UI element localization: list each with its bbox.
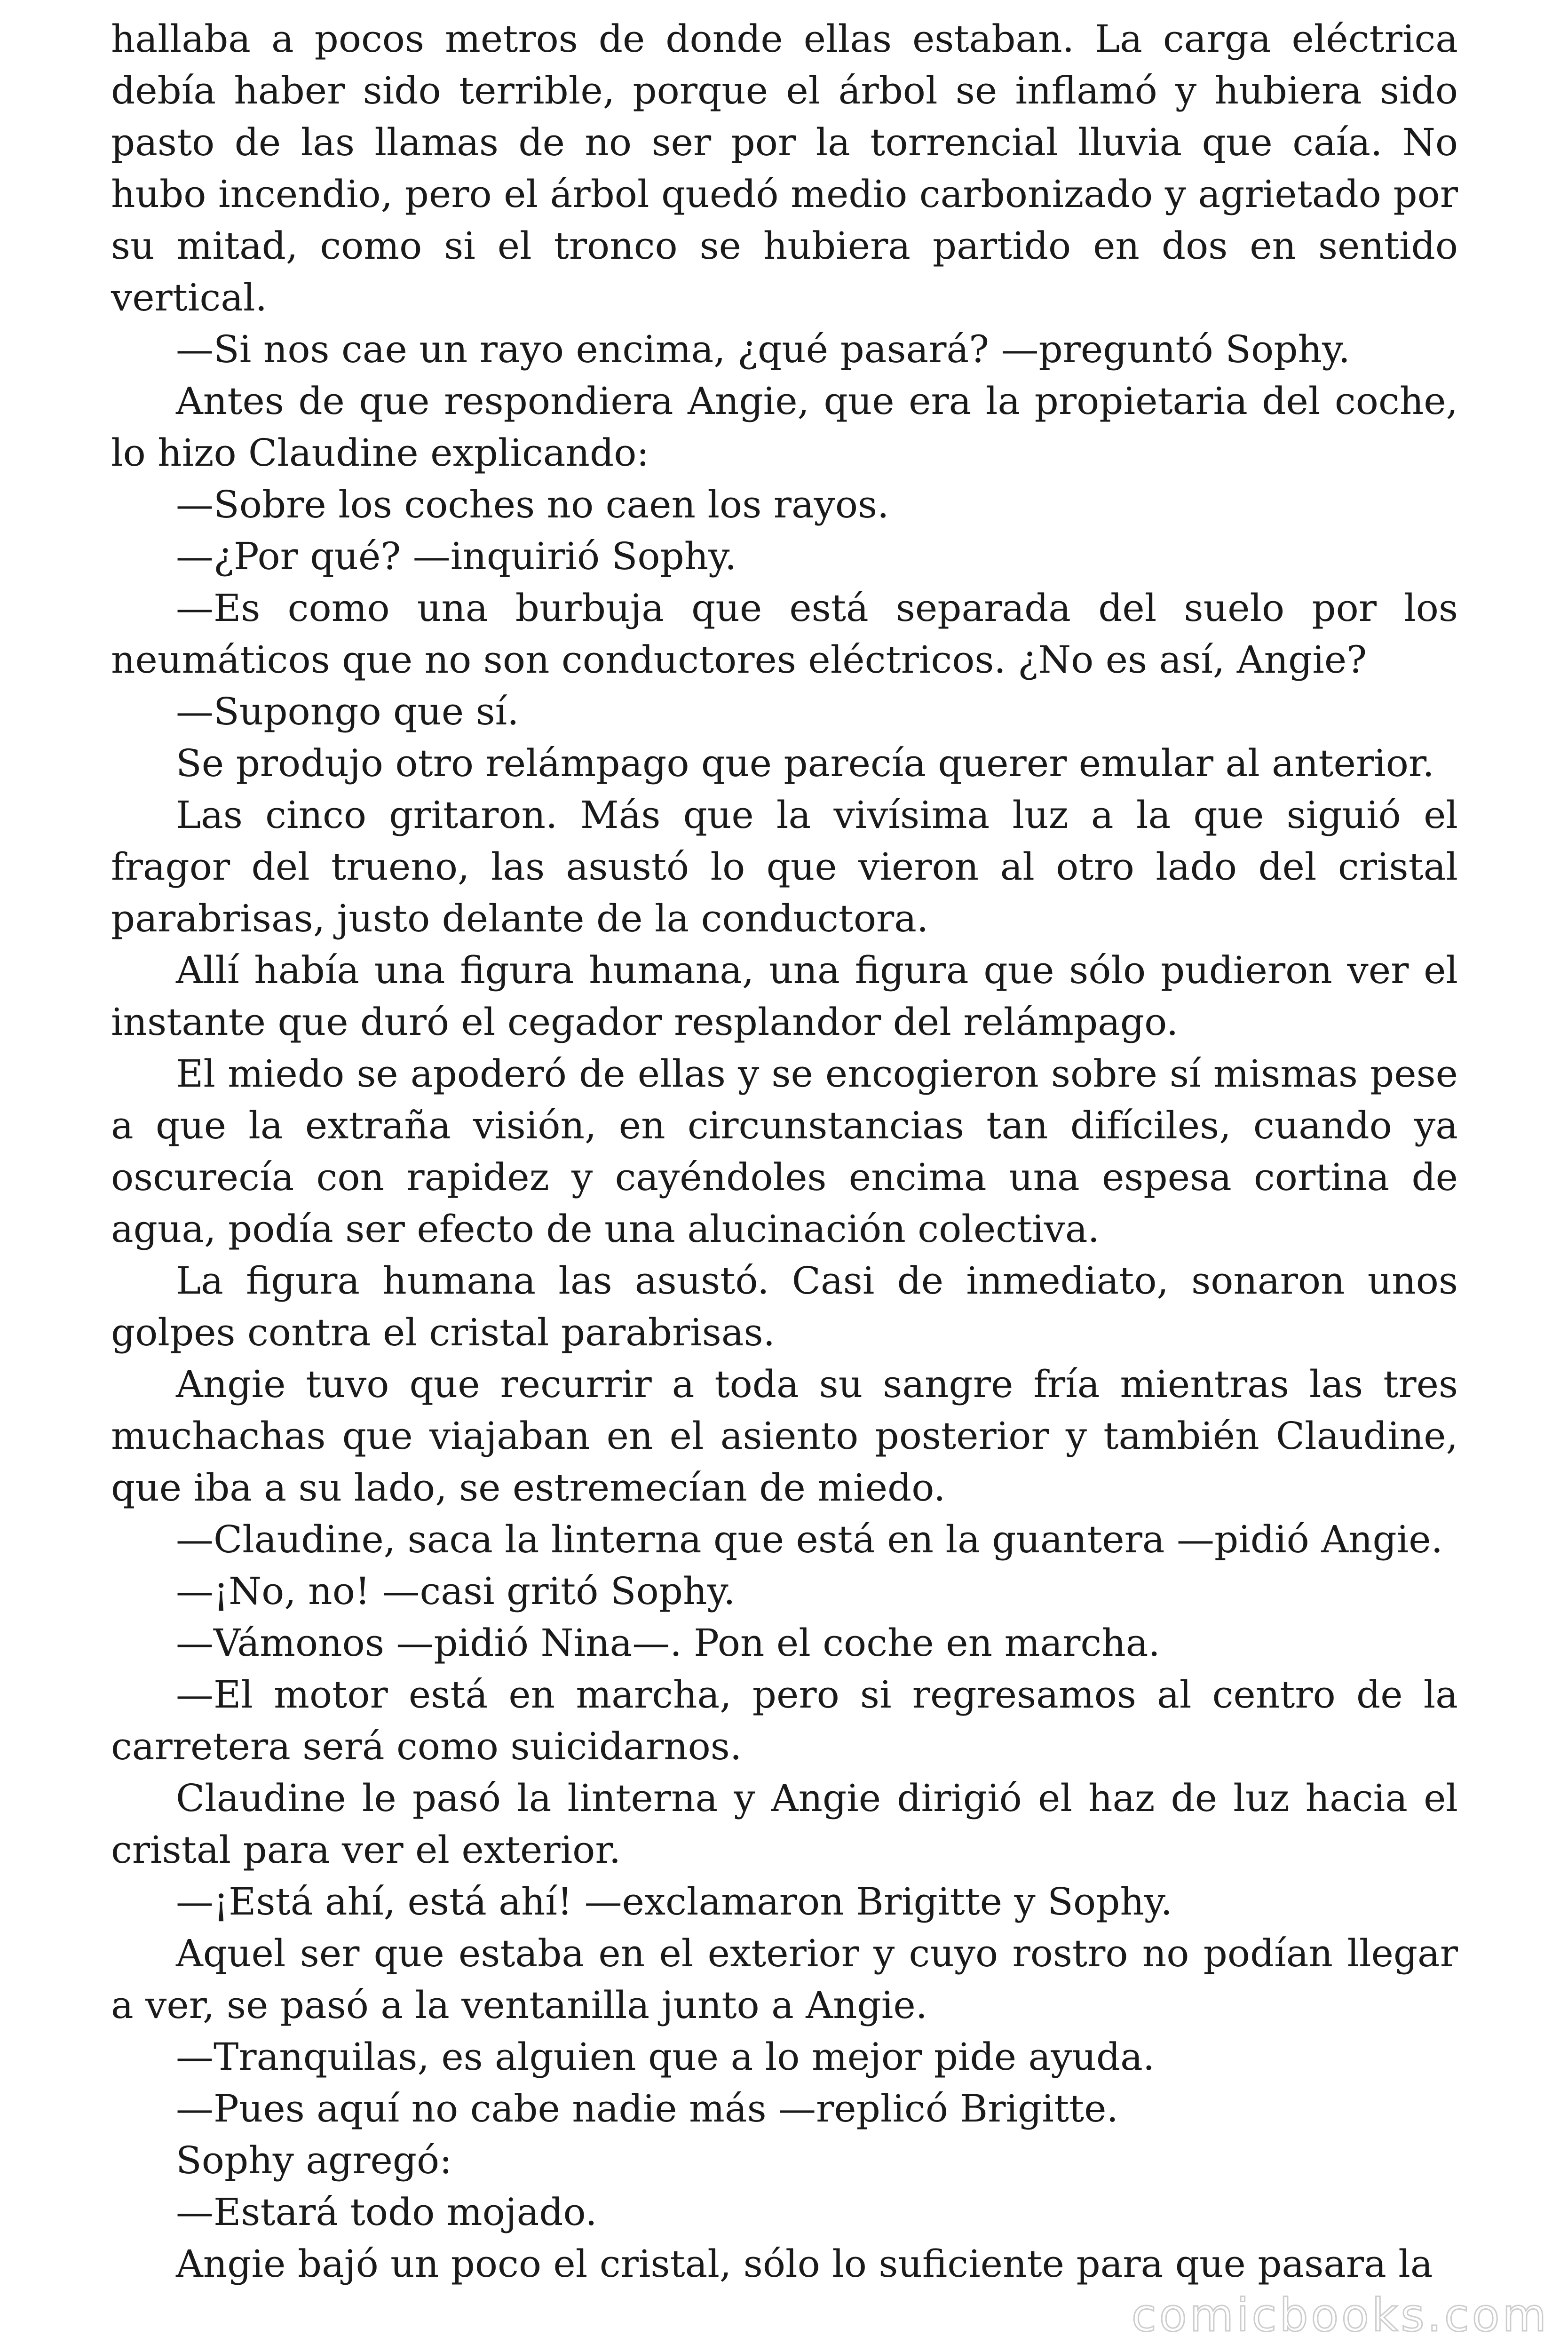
paragraph: La figura humana las asustó. Casi de inmediato, sonaron unos golpes contra el cristal parabrisas. xyxy=(111,1259,1458,1354)
paragraph: hallaba a pocos metros de donde ellas estaban. La carga eléctrica debía haber sido terrible, porque el árbol se inflamó y hubiera sido pasto de las llamas de no ser por la torrencial lluvia que caía. No hubo incendio, pero el árbol quedó medio carbonizado y agrietado por su mitad, como si el tronco se hubiera partido en dos en sentido vertical. xyxy=(111,17,1458,319)
paragraph: Angie bajó un poco el cristal, sólo lo suficiente para que pasara la xyxy=(176,2242,1433,2286)
paragraph: —Pues aquí no cabe nadie más —replicó Brigitte. xyxy=(176,2087,1118,2130)
paragraph: —Si nos cae un rayo encima, ¿qué pasará? —preguntó Sophy. xyxy=(176,327,1350,371)
paragraph: —Tranquilas, es alguien que a lo mejor pide ayuda. xyxy=(176,2035,1155,2079)
watermark: comicbooks.com xyxy=(1131,2289,1549,2342)
paragraph: Angie tuvo que recurrir a toda su sangre fría mientras las tres muchachas que viajaban en el asiento posterior y también Claudine, que iba a su lado, se estremecían de miedo. xyxy=(111,1362,1458,1510)
paragraph: —Es como una burbuja que está separada del suelo por los neumáticos que no son conductores eléctricos. ¿No es así, Angie? xyxy=(111,586,1458,682)
paragraph: Se produjo otro relámpago que parecía querer emular al anterior. xyxy=(176,741,1434,785)
paragraph: Las cinco gritaron. Más que la vivísima luz a la que siguió el fragor del trueno, las asustó lo que vieron al otro lado del cristal parabrisas, justo delante de la conductora. xyxy=(111,793,1458,940)
paragraph: Antes de que respondiera Angie, que era la propietaria del coche, lo hizo Claudine explicando: xyxy=(111,379,1458,475)
paragraph: El miedo se apoderó de ellas y se encogieron sobre sí mismas pese a que la extraña visión, en circunstancias tan difíciles, cuando ya oscurecía con rapidez y cayéndoles encima una espesa cortina de agua, podía ser efecto de una alucinación colectiva. xyxy=(111,1052,1458,1251)
paragraph: —¡Está ahí, está ahí! —exclamaron Brigitte y Sophy. xyxy=(176,1880,1172,1923)
paragraph: —¿Por qué? —inquirió Sophy. xyxy=(176,534,737,578)
body-text xyxy=(111,13,1458,2290)
paragraph: —Estará todo mojado. xyxy=(176,2190,597,2234)
paragraph: Claudine le pasó la linterna y Angie dirigió el haz de luz hacia el cristal para ver el exterior. xyxy=(111,1776,1458,1872)
paragraph: —¡No, no! —casi gritó Sophy. xyxy=(176,1569,736,1613)
paragraph: —El motor está en marcha, pero si regresamos al centro de la carretera será como suicidarnos. xyxy=(111,1673,1458,1768)
paragraph: —Vámonos —pidió Nina—. Pon el coche en marcha. xyxy=(176,1621,1160,1665)
paragraph: Sophy agregó: xyxy=(176,2138,452,2182)
paragraph: —Sobre los coches no caen los rayos. xyxy=(176,483,889,526)
paragraph: Aquel ser que estaba en el exterior y cuyo rostro no podían llegar a ver, se pasó a la ventanilla junto a Angie. xyxy=(111,1931,1458,2027)
paragraph: —Claudine, saca la linterna que está en la guantera —pidió Angie. xyxy=(176,1518,1443,1561)
paragraph: Allí había una figura humana, una figura que sólo pudieron ver el instante que duró el cegador resplandor del relámpago. xyxy=(111,948,1458,1044)
paragraph: —Supongo que sí. xyxy=(176,690,519,733)
